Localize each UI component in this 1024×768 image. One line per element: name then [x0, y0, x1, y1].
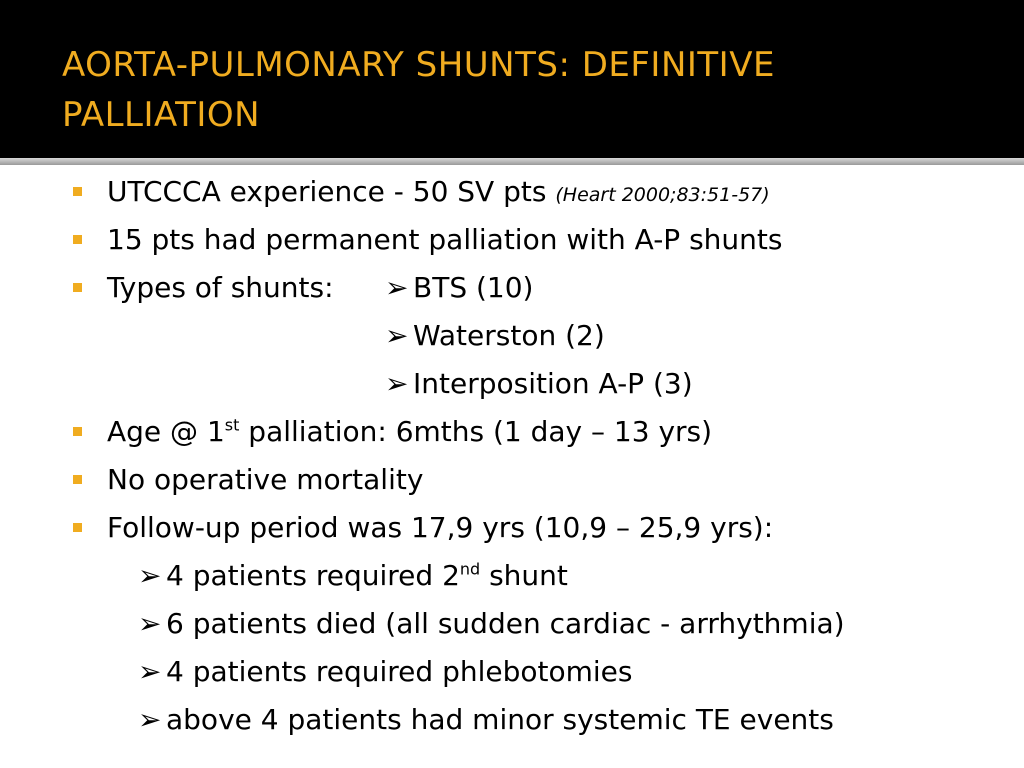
sub-item-text: above 4 patients had minor systemic TE events: [166, 703, 834, 736]
bullet-text: No operative mortality: [107, 463, 424, 496]
sub-item: [385, 264, 533, 312]
bullet-item: [107, 504, 773, 552]
bullet-text: Follow-up period was 17,9 yrs (10,9 – 25,9 yrs):: [107, 511, 774, 544]
sub-item: [385, 312, 605, 360]
square-bullet-icon: [73, 187, 82, 196]
title-line-2: PALLIATION: [62, 95, 261, 135]
square-bullet-icon: [73, 283, 82, 292]
square-bullet-icon: [73, 235, 82, 244]
sub-item-text: BTS (10): [413, 271, 534, 304]
superscript: st: [224, 415, 240, 435]
bullet-item: [107, 216, 783, 264]
arrowhead-bullet-icon: ➢: [138, 703, 162, 736]
arrowhead-bullet-icon: ➢: [385, 367, 409, 400]
slide-title: [62, 40, 1002, 140]
sub-item: [138, 600, 845, 648]
bullet-text: Types of shunts:: [107, 271, 334, 304]
title-divider: [0, 158, 1024, 165]
sub-item: [138, 552, 568, 600]
sub-item-text: Waterston (2): [413, 319, 605, 352]
arrowhead-bullet-icon: ➢: [385, 319, 409, 352]
bullet-item: [107, 264, 334, 312]
title-line-1: AORTA-PULMONARY SHUNTS: DEFINITIVE: [62, 45, 775, 85]
arrowhead-bullet-icon: ➢: [138, 655, 162, 688]
bullet-text: 15 pts had permanent palliation with A-P shunts: [107, 223, 783, 256]
reference-citation: (Heart 2000;83:51-57): [555, 184, 770, 206]
sub-item: [385, 360, 693, 408]
title-bar: [0, 0, 1024, 158]
arrowhead-bullet-icon: ➢: [385, 271, 409, 304]
sub-item-text: 6 patients died (all sudden cardiac - arrhythmia): [166, 607, 845, 640]
arrowhead-bullet-icon: ➢: [138, 559, 162, 592]
superscript: nd: [459, 559, 481, 579]
sub-item-text: 4 patients required phlebotomies: [166, 655, 633, 688]
sub-item-text: Interposition A-P (3): [413, 367, 693, 400]
square-bullet-icon: [73, 427, 82, 436]
slide-body: [0, 168, 1024, 758]
sub-item: [138, 648, 632, 696]
arrowhead-bullet-icon: ➢: [138, 607, 162, 640]
bullet-item: [107, 168, 770, 216]
bullet-text: Age @ 1: [107, 415, 225, 448]
sub-item: [138, 696, 834, 744]
sub-item-text: 4 patients required 2: [166, 559, 460, 592]
square-bullet-icon: [73, 475, 82, 484]
square-bullet-icon: [73, 523, 82, 532]
bullet-text: palliation: 6mths (1 day – 13 yrs): [239, 415, 713, 448]
sub-item-text: shunt: [480, 559, 568, 592]
bullet-item: [107, 408, 712, 456]
bullet-item: [107, 456, 423, 504]
bullet-text: UTCCCA experience - 50 SV pts: [107, 175, 547, 208]
